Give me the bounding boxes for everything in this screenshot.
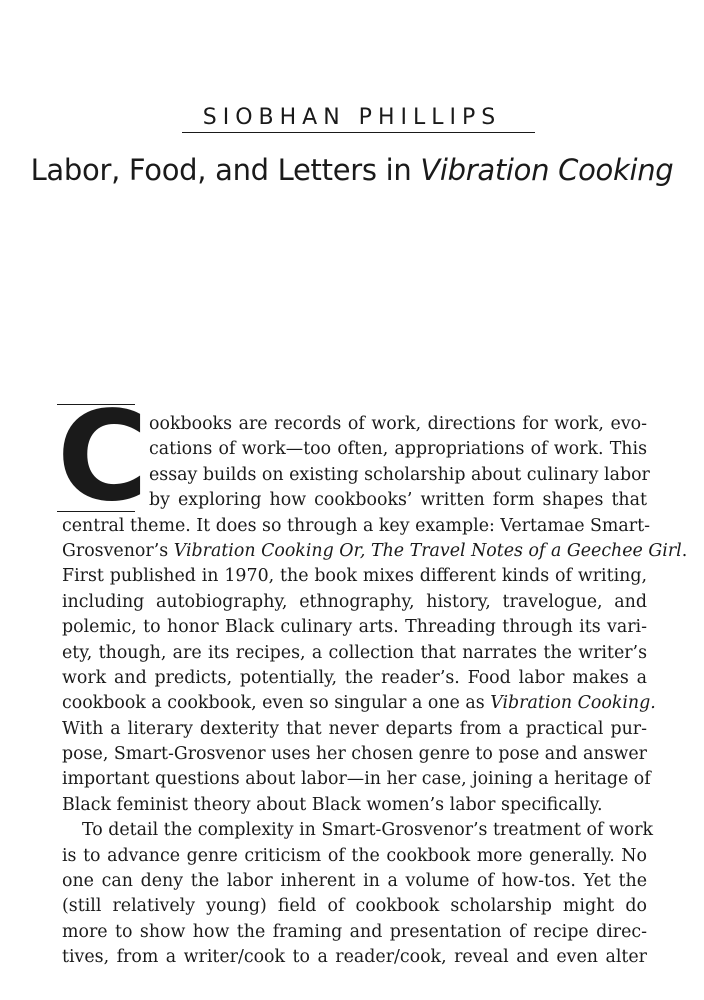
body-line: is to advance genre criticism of the cookbook more generally. No [62, 845, 647, 866]
body-line: one can deny the labor inherent in a volume of how-tos. Yet the [62, 871, 647, 892]
author-name: SIOBHAN PHILLIPS [202, 105, 502, 130]
body-line: cations of work—too often, appropriations of work. This [149, 439, 647, 460]
body-line: ookbooks are records of work, directions for work, evo- [149, 414, 647, 434]
body-line: essay builds on existing scholarship about culinary labor [149, 464, 650, 485]
book-title-italic: Vibration Cooking. [490, 693, 656, 714]
title-plain: Labor, Food, and Letters in [30, 153, 421, 187]
body-line: (still relatively young) field of cookbook scholarship might do [62, 896, 647, 917]
body-line [62, 691, 656, 716]
article-body [62, 412, 688, 971]
drop-cap-letter: C [57, 385, 149, 529]
body-line [62, 539, 688, 564]
body-line: To detail the complexity in Smart-Grosvenor’s treatment of work [82, 820, 654, 841]
body-line: First published in 1970, the book mixes different kinds of writing, [62, 566, 647, 587]
body-line: pose, Smart-Grosvenor uses her chosen genre to pose and answer [62, 744, 647, 765]
title-italic: Vibration Cooking [420, 153, 674, 187]
body-line: tives, from a writer/cook to a reader/cook, reveal and even alter [62, 947, 647, 968]
article-title [0, 150, 704, 190]
paragraph-2 [62, 818, 654, 970]
body-text: cookbook a cookbook, even so singular a one as [62, 693, 491, 714]
book-title-italic: Vibration Cooking Or, The Travel Notes of a Geechee Girl [173, 540, 682, 561]
body-text: . [681, 540, 688, 561]
body-line: by exploring how cookbooks’ written form shapes that [149, 490, 647, 511]
body-text: Grosvenor’s [62, 540, 174, 561]
body-line: ety, though, are its recipes, a collection that narrates the writer’s [62, 642, 647, 663]
body-line: important questions about labor—in her case, joining a heritage of [62, 769, 651, 790]
body-line: more to show how the framing and presentation of recipe direc- [62, 921, 647, 942]
body-line: work and predicts, potentially, the reader’s. Food labor makes a [62, 667, 647, 688]
body-line: polemic, to honor Black culinary arts. Threading through its vari- [62, 617, 647, 638]
body-line: Black feminist theory about Black women’s labor specifically. [62, 794, 603, 815]
author-underline [182, 132, 535, 133]
body-line: With a literary dexterity that never departs from a practical pur- [62, 718, 647, 739]
paragraph-1 [62, 412, 688, 818]
body-line: central theme. It does so through a key example: Vertamae Smart- [62, 515, 650, 536]
body-line: including autobiography, ethnography, history, travelogue, and [62, 591, 647, 612]
